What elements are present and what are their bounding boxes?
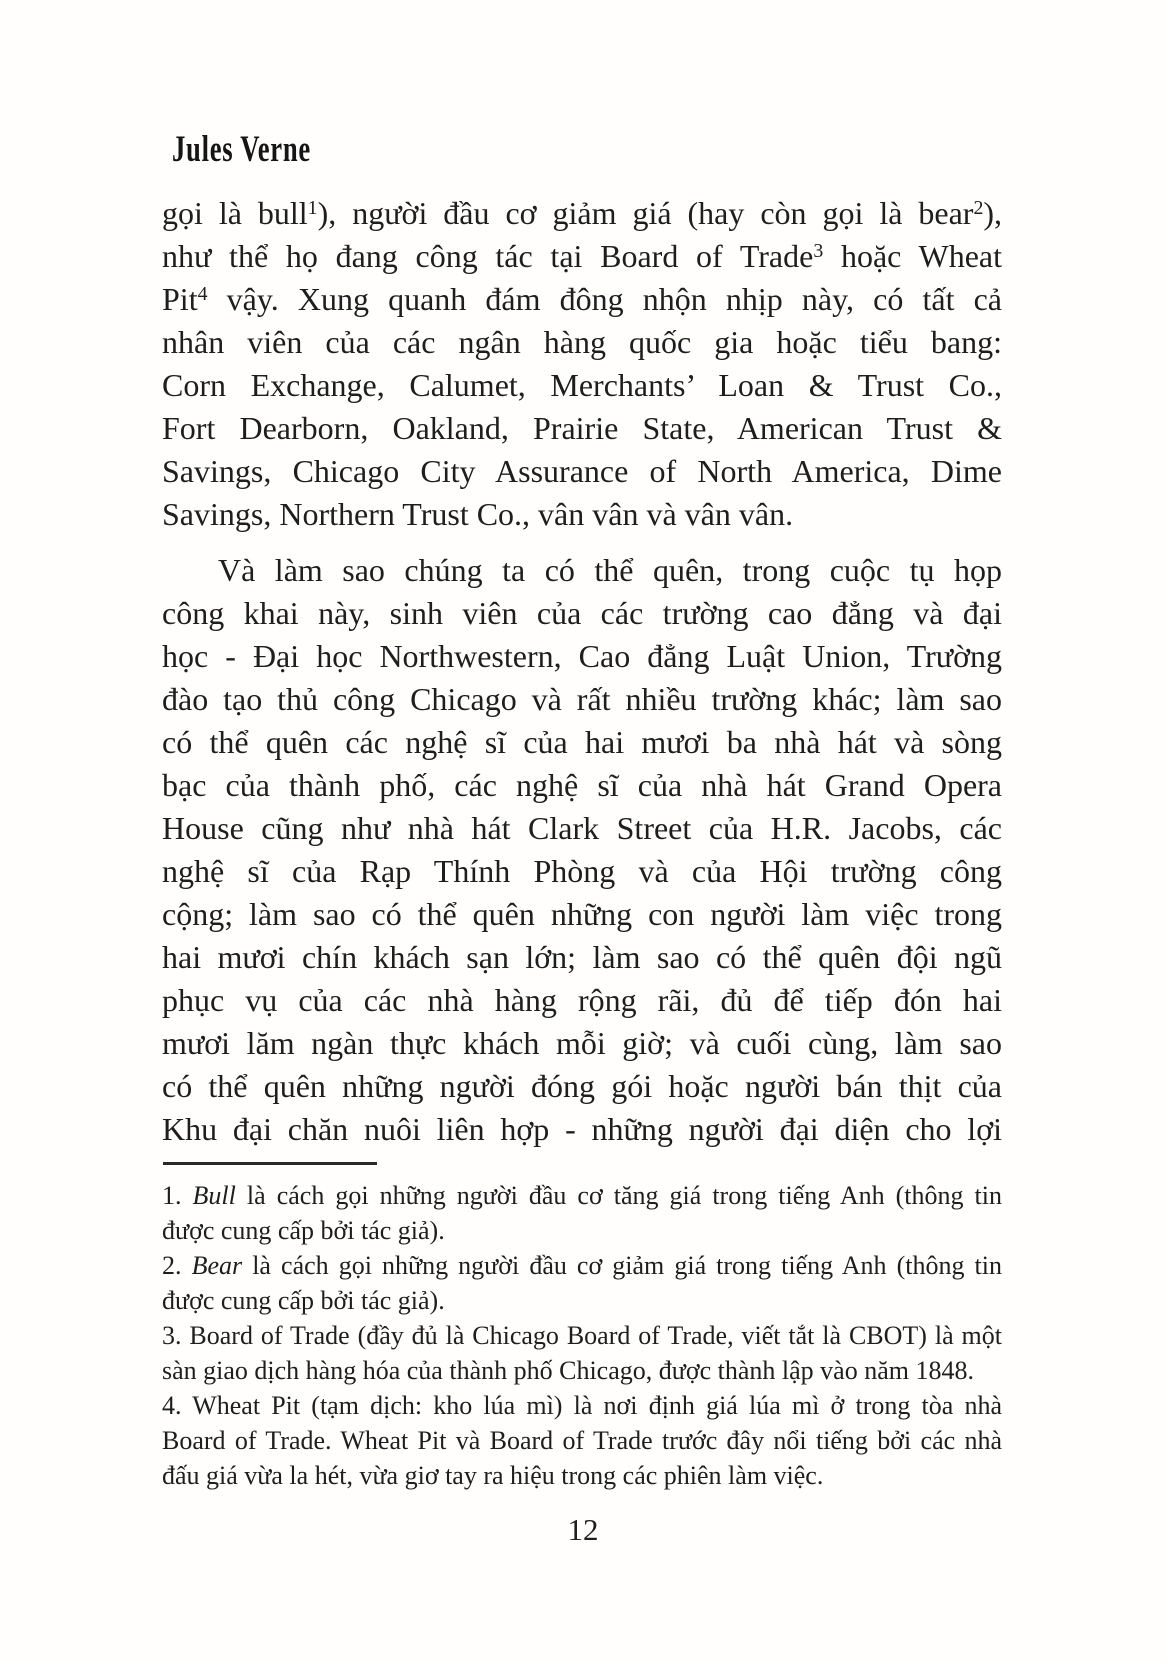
text-segment: Và làm sao chúng ta có thể quên, trong cuộc tụ họp [218,552,1002,588]
text-segment: Savings, Northern Trust Co., vân vân và vân vân. [162,496,794,532]
text-segment: học - Đại học Northwestern, Cao đẳng Luật Union, Trường [162,638,1002,674]
footnote-line [162,1178,1002,1213]
footnote-line [162,1248,1002,1283]
footnote-separator [163,1162,377,1165]
text-segment: gọi là bull [162,195,308,231]
text-segment: sàn giao dịch hàng hóa của thành phố Chicago, được thành lập vào năm 1848. [162,1356,974,1385]
text-segment: được cung cấp bởi tác giả). [162,1216,445,1245]
text-segment: 3. Board of Trade (đầy đủ là Chicago Board of Trade, viết tắt là CBOT) là một [162,1321,1002,1350]
text-segment: vậy. Xung quanh đám đông nhộn nhịp này, có tất cả [207,281,1002,317]
text-segment: 2. [162,1251,192,1280]
text-segment: nhân viên của các ngân hàng quốc gia hoặc tiểu bang: [162,324,1002,360]
footnote-item [162,1248,1002,1318]
text-segment: cộng; làm sao có thể quên những con người làm việc trong [162,896,1002,932]
text-line [162,764,1002,807]
text-line [162,235,1002,278]
text-segment: ), người đầu cơ giảm giá (hay còn gọi là bear [317,195,974,231]
page-number: 12 [567,1512,599,1547]
text-segment: Corn Exchange, Calumet, Merchants’ Loan & Trust Co., [162,367,1002,403]
text-segment: Khu đại chăn nuôi liên hợp - những người đại diện cho lợi [162,1111,1002,1147]
footnote-reference-mark: 1 [307,197,318,220]
text-segment: ), [983,195,1002,231]
text-line [162,721,1002,764]
text-segment: như thể họ đang công tác tại Board of Trade [162,238,814,274]
text-segment: nghệ sĩ của Rạp Thính Phòng và của Hội trường công [162,853,1002,889]
text-segment: hoặc Wheat [823,238,1002,274]
text-line [162,407,1002,450]
paragraph [162,192,1002,536]
text-line [162,635,1002,678]
text-segment: có thể quên các nghệ sĩ của hai mươi ba nhà hát và sòng [162,724,1002,760]
text-segment: hai mươi chín khách sạn lớn; làm sao có thể quên đội ngũ [162,939,1002,975]
text-segment: đào tạo thủ công Chicago và rất nhiều trường khác; làm sao [162,681,1002,717]
text-line [162,364,1002,407]
footnote-line [162,1353,1002,1388]
text-line [162,493,1002,536]
body-text [162,192,1002,1151]
italic-term: Bear [191,1251,243,1280]
footnote-line [162,1213,1002,1248]
text-segment: 4. Wheat Pit (tạm dịch: kho lúa mì) là nơi định giá lúa mì ở trong tòa nhà [162,1391,1002,1420]
text-line [162,936,1002,979]
text-segment: Pit [162,281,198,317]
text-line [162,192,1002,235]
text-segment: công khai này, sinh viên của các trường cao đẳng và đại [162,595,1002,631]
footnote-line [162,1423,1002,1458]
text-line [162,1022,1002,1065]
text-segment: mươi lăm ngàn thực khách mỗi giờ; và cuối cùng, làm sao [162,1025,1002,1061]
text-line [162,278,1002,321]
footnote-reference-mark: 3 [813,240,824,263]
text-segment: House cũng như nhà hát Clark Street của H.R. Jacobs, các [162,810,1002,846]
text-segment: được cung cấp bởi tác giả). [162,1286,445,1315]
text-segment: đấu giá vừa la hét, vừa giơ tay ra hiệu trong các phiên làm việc. [162,1461,824,1490]
text-line [162,1065,1002,1108]
footnote-line [162,1318,1002,1353]
footnote-item [162,1318,1002,1388]
text-segment: phục vụ của các nhà hàng rộng rãi, đủ để tiếp đón hai [162,982,1002,1018]
footnote-item [162,1178,1002,1248]
text-line [162,678,1002,721]
text-line [162,979,1002,1022]
text-line [162,592,1002,635]
text-line [162,1108,1002,1151]
text-segment: 1. [162,1181,193,1210]
text-segment: Board of Trade. Wheat Pit và Board of Trade trước đây nổi tiếng bởi các nhà [162,1426,1002,1455]
text-line [162,321,1002,364]
italic-term: Bull [192,1181,236,1210]
text-line [162,807,1002,850]
text-segment: là cách gọi những người đầu cơ tăng giá trong tiếng Anh (thông tin [235,1181,1002,1210]
text-segment: là cách gọi những người đầu cơ giảm giá trong tiếng Anh (thông tin [242,1251,1002,1280]
running-header-author: Jules Verne [172,129,311,170]
text-segment: Savings, Chicago City Assurance of North America, Dime [162,453,1002,489]
text-line [162,450,1002,493]
footnote-line [162,1283,1002,1318]
text-segment: Fort Dearborn, Oakland, Prairie State, American Trust & [162,410,1002,446]
footnote-line [162,1458,1002,1493]
text-segment: có thể quên những người đóng gói hoặc người bán thịt của [162,1068,1002,1104]
footnote-line [162,1388,1002,1423]
footnote-reference-mark: 2 [973,197,984,220]
footnotes [162,1178,1002,1493]
text-line [162,549,1002,592]
text-line [162,850,1002,893]
paragraph [162,549,1002,1151]
text-segment: bạc của thành phố, các nghệ sĩ của nhà hát Grand Opera [162,767,1002,803]
footnote-item [162,1388,1002,1493]
text-line [162,893,1002,936]
footnote-reference-mark: 4 [197,283,208,306]
